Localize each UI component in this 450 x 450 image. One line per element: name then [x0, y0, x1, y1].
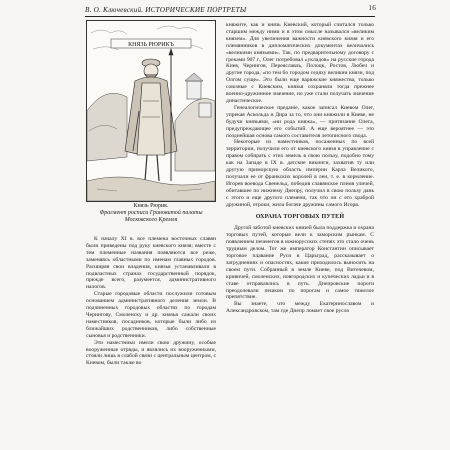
header-rule [85, 16, 375, 17]
figure-caption [86, 203, 216, 225]
paragraph: Другой заботой киевских князей была поддержка и охрана торговых путей, которые вели к заморским рынкам. С появлением печенегов в южнорусских степях это стало очень трудным делом. Тот же император Константин описывает торговое плавание Руси в Царьград, рассказывает о затруднениях и опасностях, какие приходилось выносить на своем пути. Собранный в земле Киеве, под Витечевом, кривичей, смоленских, новгородских и купеческих ладьи и в ставе отправлялись в путь. Днепровские пороги преодолевали пешком по порогам и самое тяжелое препятствие. [226, 225, 374, 301]
paragraph: Эти наместники имели свою дружину, особые вооруженные отряды, и являлись их вооруженными, стояли лишь в слабой связи с центральным центром, с Киевом, были также во [86, 339, 216, 367]
figure-prince-rurik [86, 20, 216, 202]
fresco-illustration [87, 21, 215, 201]
caption-text: Фрагмент росписи Грановитой палаты Московского Кремля [99, 210, 203, 224]
header-title: В. О. Ключевский. ИСТОРИЧЕСКИЕ ПОРТРЕТЫ [85, 6, 247, 14]
paragraph: Генеалогическое преданіе, какое записал Киевом Олег, упрекая Аскольда и Дира за то, что они княжили в Киеве, не будучи князьями, «ни рода княжа», — притязание Олега, предупреждающее его событий. А еще вероятнее — это позднейшая основа самого составителя летописного свода. [226, 104, 374, 139]
fresco-inscription: КНЯЗЬ РЮРИКЪ [128, 42, 174, 48]
right-text-column [226, 22, 374, 315]
paragraph: Некоторые из наместников, посаженных по всей территории, получили его от киевского князя в управление с правом собирать с этих земель в свою пользу, подобно тому как на Западе в IX в. датские викинги, захватив ту или другую приморскую область империи Карла Великого, получали ее от франкских королей в лен, т. е. в кормление. Игорев воевода Свенельд, победив славянское племя уличей, обитавшее по нижнему Днепру, получил в свою пользу дань с этого и еще другого племени, так что он с его храброй дружиной, отроки, жила богаче дружины самого Игоря. [226, 139, 374, 208]
page-number: 16 [368, 4, 376, 12]
paragraph: К началу XI в. все племена восточных славян были приведены под руку киевского князя; вместе с тем племенные названия появляются все реже, заменяясь областными по именам главных городов. Расширяя свои владения, князья устанавливали в подвластных странах государственный порядок, прежде всего, разумеется, административного налогов. [86, 236, 216, 291]
section-heading: ОХРАНА ТОРГОВЫХ ПУТЕЙ [255, 214, 345, 221]
left-text-column [86, 236, 216, 367]
paragraph: Вы знаете, что между Екатеринославом и Александровском, там где Днепр ломает свое русло [226, 301, 374, 315]
paragraph: Старые городовые области послужили готовым основанием административного деления земли. В подчиненных городовых областях по городам Чернигову, Смоленску и др. князья сажали своих наместников, посадников, которые были либо из ближайших родственников, либо собственные сыновья и родственники. [86, 291, 216, 339]
caption-title: Князь Рюрик. [133, 203, 169, 209]
paragraph: княжите, как и князь Киевский, который считался только старшим между ними и в этом смысле назывался «великим князем». Для увеличения важности киевского князя и его племянников в дипломатических документах величались «великими князьями». Так, по предварительному договору с греками 907 г., Олег потребовал «укладов» на русские города Киев, Чернигов, Переяславль, Полоцк, Ростов, Любеч и другие города, «по тем бо городом седяху великии князи, под Олгом суще». Это были еще варяжские княжества, только союзные с Киевским, князья сохраняли тогда прежнее военно-дружинное значение, но уже стали получать значение династическое. [226, 22, 374, 104]
running-header [85, 4, 376, 16]
